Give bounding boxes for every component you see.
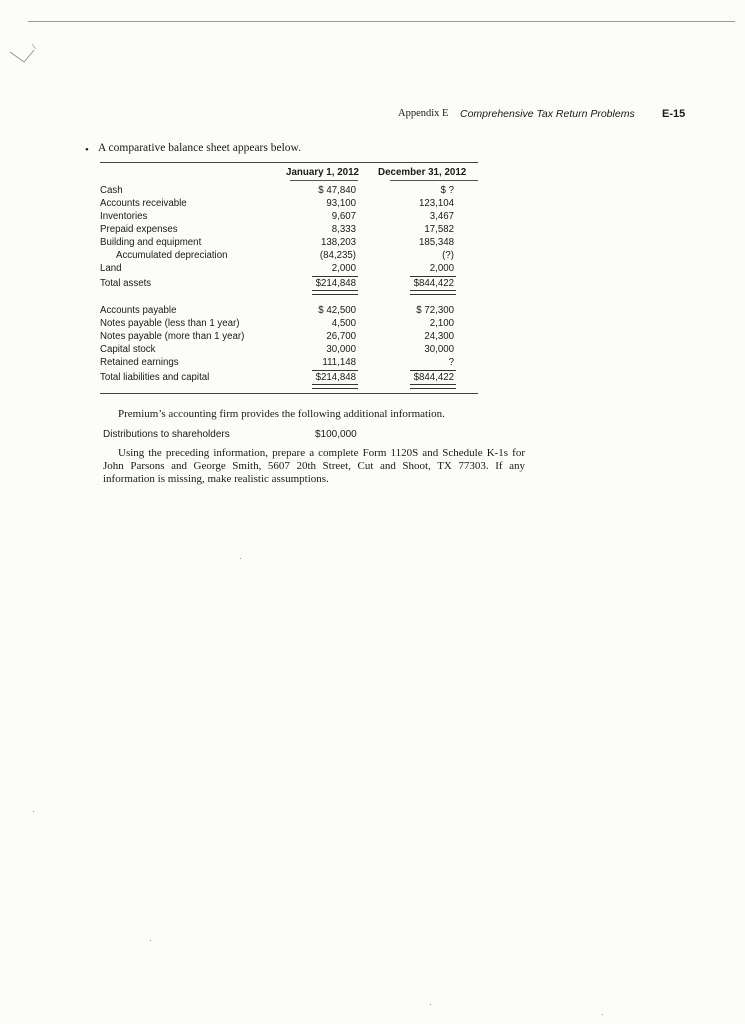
row-value-dec: 185,348 (418, 237, 454, 248)
table-row (100, 250, 478, 262)
row-label: Notes payable (less than 1 year) (100, 318, 240, 329)
subtotal-underline (410, 370, 456, 371)
row-value-jan: 26,700 (326, 331, 356, 342)
table-row (100, 198, 478, 210)
row-label: Prepaid expenses (100, 224, 178, 235)
table-row (100, 185, 478, 197)
table-row (100, 305, 478, 317)
subtotal-underline (312, 276, 358, 277)
row-value-jan: 30,000 (326, 344, 356, 355)
row-label: Total liabilities and capital (100, 372, 210, 383)
row-value-jan: 111,148 (322, 357, 356, 368)
row-value-dec: 24,300 (424, 331, 454, 342)
column-header-underline (290, 180, 358, 181)
table-bottom-rule (100, 393, 478, 394)
row-label: Building and equipment (100, 237, 202, 248)
table-top-rule (100, 162, 478, 163)
row-label: Inventories (100, 211, 148, 222)
row-value-jan: 2,000 (331, 263, 356, 274)
row-label: Accounts payable (100, 305, 177, 316)
total-double-underline (410, 290, 456, 295)
page-number: E-15 (662, 108, 686, 120)
distributions-value: $100,000 (315, 429, 357, 440)
table-row (100, 344, 478, 356)
row-label: Land (100, 263, 122, 274)
row-value-jan: $ 42,500 (318, 305, 356, 316)
table-row (100, 278, 478, 290)
row-value-dec: (?) (442, 250, 454, 261)
row-value-jan: $214,848 (315, 278, 356, 289)
row-label: Accounts receivable (100, 198, 187, 209)
scan-speck (33, 811, 34, 812)
row-value-dec: ? (448, 357, 454, 368)
row-value-dec: 123,104 (418, 198, 454, 209)
row-value-jan: 93,100 (326, 198, 356, 209)
row-value-jan: 138,203 (320, 237, 356, 248)
total-double-underline (312, 290, 358, 295)
column-header-jan: January 1, 2012 (286, 167, 359, 178)
table-row (100, 237, 478, 249)
row-value-jan: (84,235) (319, 250, 356, 261)
subtotal-underline (312, 370, 358, 371)
scan-speck (430, 1004, 431, 1005)
row-value-dec: $844,422 (413, 372, 454, 383)
row-label: Total assets (100, 278, 152, 289)
row-value-dec: $844,422 (413, 278, 454, 289)
scan-speck (602, 1014, 603, 1015)
scan-speck (240, 558, 241, 559)
row-value-dec: $ ? (440, 185, 454, 196)
row-value-jan: 4,500 (331, 318, 356, 329)
row-value-dec: 2,100 (429, 318, 454, 329)
appendix-label: Appendix E (398, 108, 449, 119)
row-label: Retained earnings (100, 357, 179, 368)
total-double-underline (410, 384, 456, 389)
row-label: Cash (100, 185, 123, 196)
table-row (100, 318, 478, 330)
column-header-underline (390, 180, 478, 181)
row-label: Capital stock (100, 344, 156, 355)
table-row (100, 357, 478, 369)
row-value-jan: $ 47,840 (318, 185, 356, 196)
table-row (100, 224, 478, 236)
row-value-jan: $214,848 (315, 372, 356, 383)
total-double-underline (312, 384, 358, 389)
chapter-title: Comprehensive Tax Return Problems (460, 108, 635, 120)
instructions-paragraph: Using the preceding information, prepare a complete Form 1120S and Schedule K-1s for John Parsons and George Smith, 5607 20th Street, Cut and Shoot, TX 77303. If any information is missing, make realistic assumptions. (103, 447, 525, 485)
row-value-dec: $ 72,300 (416, 305, 454, 316)
intro-text: A comparative balance sheet appears below. (98, 142, 301, 154)
row-value-dec: 2,000 (429, 263, 454, 274)
additional-info-note: Premium’s accounting firm provides the following additional information. (118, 408, 445, 420)
table-row (100, 331, 478, 343)
scan-speck (150, 940, 151, 941)
row-value-jan: 9,607 (331, 211, 356, 222)
distributions-line (103, 429, 357, 440)
row-value-jan: 8,333 (331, 224, 356, 235)
table-row (100, 211, 478, 223)
row-value-dec: 3,467 (429, 211, 454, 222)
table-row (100, 263, 478, 275)
table-row (100, 372, 478, 384)
column-header-dec: December 31, 2012 (378, 167, 467, 178)
top-rule (28, 21, 735, 22)
distributions-label: Distributions to shareholders (103, 429, 230, 440)
row-value-dec: 30,000 (424, 344, 454, 355)
stray-mark (8, 40, 48, 80)
subtotal-underline (410, 276, 456, 277)
row-label: Notes payable (more than 1 year) (100, 331, 245, 342)
row-label: Accumulated depreciation (116, 250, 228, 261)
row-value-dec: 17,582 (424, 224, 454, 235)
bullet-dot: • (85, 144, 89, 156)
